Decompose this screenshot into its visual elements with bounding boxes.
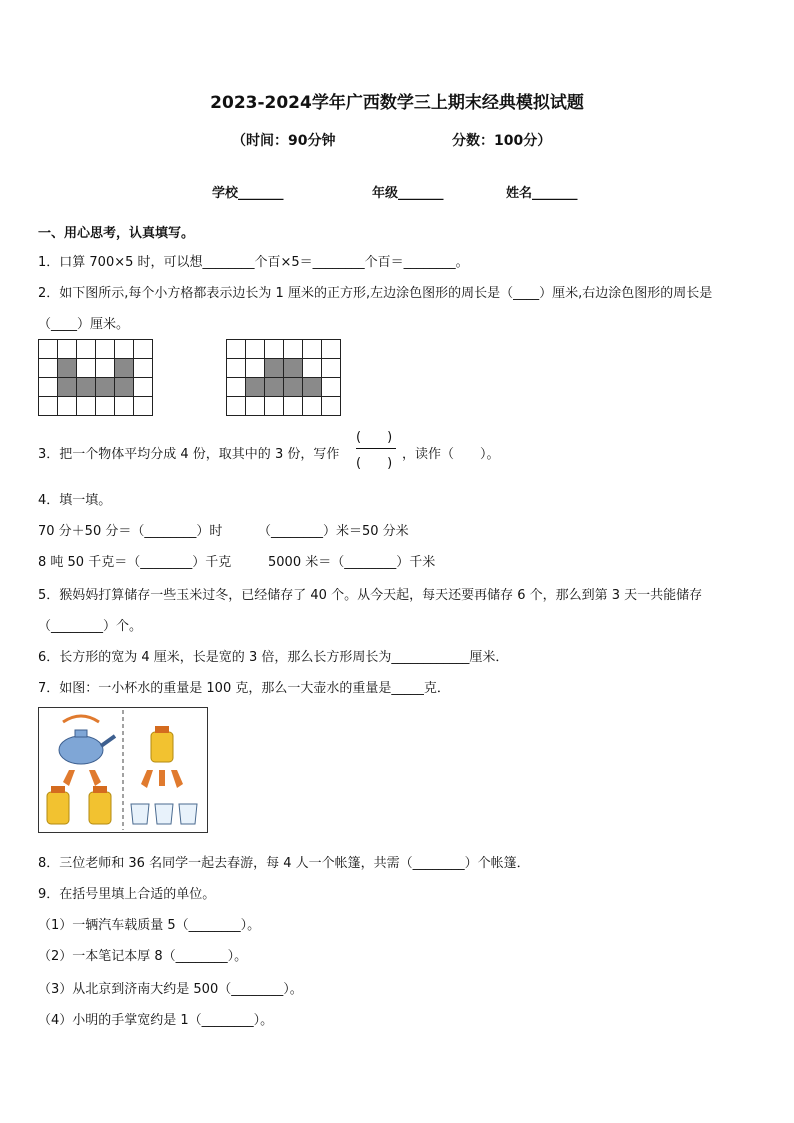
kettle-bottle-cup-illustration	[39, 708, 207, 832]
school-field: 学校_______	[212, 186, 284, 201]
name-field: 姓名_______	[506, 186, 578, 201]
right-grid-figure	[226, 339, 341, 416]
question-9: 9．在括号里填上合适的单位。	[38, 887, 216, 902]
question-9-1: （1）一辆汽车载质量 5（________）。	[38, 918, 261, 933]
question-4: 4．填一填。	[38, 493, 112, 508]
question-5: 5．猴妈妈打算储存一些玉米过冬，已经储存了 40 个。从今天起，每天还要再储存 6 个，那么到第 3 天一共能储存	[38, 588, 703, 603]
page-title: 2023-2024学年广西数学三上期末经典模拟试题	[210, 93, 584, 113]
question-3: 3．把一个物体平均分成 4 份，取其中的 3 份，写作	[38, 447, 340, 462]
kettle-icon	[59, 716, 115, 764]
exam-score: 分数：100分）	[452, 133, 552, 149]
question-4c: 8 吨 50 千克＝（________）千克	[38, 555, 232, 570]
fraction-numerator: ( )	[356, 430, 393, 445]
question-4a: 70 分＋50 分＝（________）时	[38, 524, 223, 539]
question-7-figure	[38, 707, 208, 833]
fraction-denominator: ( )	[356, 456, 393, 471]
fraction	[356, 426, 400, 470]
question-9-2: （2）一本笔记本厚 8（________）。	[38, 949, 248, 964]
question-4d: 5000 米＝（________）千米	[268, 555, 436, 570]
question-9-4: （4）小明的手掌宽约是 1（________）。	[38, 1013, 274, 1028]
left-grid-figure	[38, 339, 153, 416]
cup-icon	[131, 804, 197, 824]
question-5-cont: （________）个。	[38, 619, 143, 634]
fraction-bar	[356, 448, 396, 449]
question-4b: （________）米＝50 分米	[258, 524, 409, 539]
arrow-icon	[141, 770, 183, 788]
question-8: 8．三位老师和 36 名同学一起去春游，每 4 人一个帐篷，共需（________）个帐篷．	[38, 856, 530, 871]
grade-field: 年级_______	[372, 186, 444, 201]
section-heading: 一、用心思考，认真填写。	[38, 226, 195, 241]
question-6: 6．长方形的宽为 4 厘米，长是宽的 3 倍，那么长方形周长为____________厘米．	[38, 650, 509, 665]
question-1: 1．口算 700×5 时，可以想________个百×5＝________个百＝________。	[38, 255, 469, 270]
bottle-icon	[151, 726, 173, 762]
bottle-icon	[47, 786, 111, 824]
question-2: 2．如下图所示,每个小方格都表示边长为 1 厘米的正方形,左边涂色图形的周长是（____）厘米,右边涂色图形的周长是	[38, 286, 713, 301]
question-7: 7．如图：一小杯水的重量是 100 克，那么一大壶水的重量是_____克．	[38, 681, 450, 696]
question-3-suffix: ，读作（ ）。	[402, 447, 500, 462]
question-9-3: （3）从北京到济南大约是 500（________）。	[38, 982, 303, 997]
arrow-icon	[63, 770, 101, 786]
exam-time: （时间：90分钟	[232, 133, 336, 149]
question-2-cont: （____）厘米。	[38, 317, 130, 332]
